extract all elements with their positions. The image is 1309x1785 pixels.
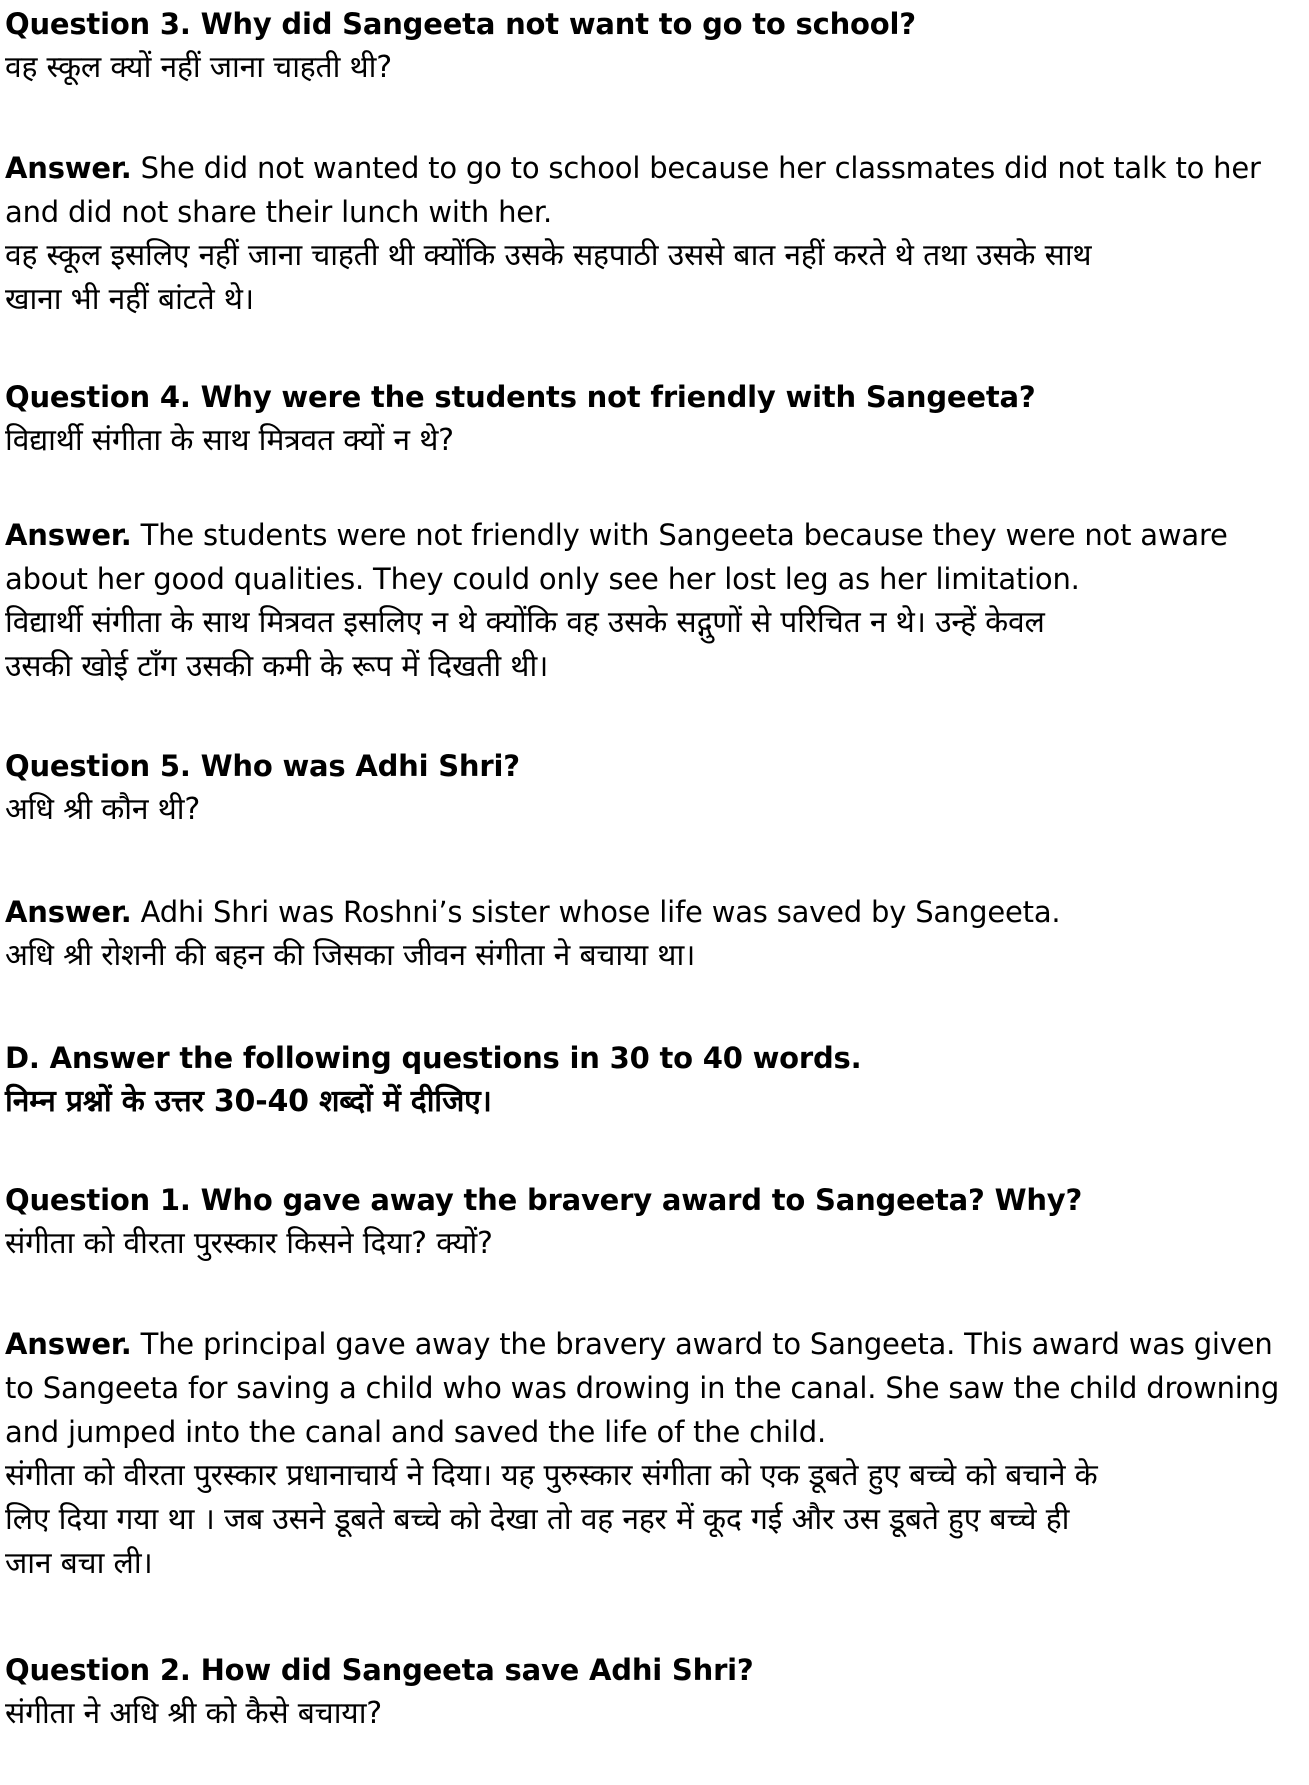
question-english: Question 5. Who was Adhi Shri? xyxy=(5,749,520,783)
question-hindi: वह स्कूल क्यों नहीं जाना चाहती थी? xyxy=(5,50,392,85)
answer-block xyxy=(5,1322,1279,1586)
section-heading-english: D. Answer the following questions in 30 to 40 words. xyxy=(5,1041,862,1075)
answer-english-line xyxy=(5,1322,1279,1366)
question-hindi: अधि श्री कौन थी? xyxy=(5,792,201,827)
answer-english-line xyxy=(5,146,1261,190)
answer-text: She did not wanted to go to school because her classmates did not talk to her xyxy=(131,151,1261,185)
question-block xyxy=(5,1648,754,1736)
answer-text: The principal gave away the bravery award to Sangeeta. This award was given xyxy=(131,1327,1273,1361)
answer-hindi-line: अधि श्री रोशनी की बहन की जिसका जीवन संगीता ने बचाया था। xyxy=(5,938,696,973)
answer-hindi-line: खाना भी नहीं बांटते थे। xyxy=(5,282,254,317)
section-heading-block xyxy=(5,1036,861,1124)
answer-hindi-line: विद्यार्थी संगीता के साथ मित्रवत इसलिए न थे क्योंकि वह उसके सद्गुणों से परिचित न थे। उन्हें केवल xyxy=(5,605,1045,640)
question-english: Question 2. How did Sangeeta save Adhi Shri? xyxy=(5,1653,754,1687)
answer-english-line: about her good qualities. They could only see her lost leg as her limitation. xyxy=(5,562,1080,596)
answer-block xyxy=(5,513,1228,689)
answer-english-line: to Sangeeta for saving a child who was drowing in the canal. She saw the child drowning xyxy=(5,1371,1280,1405)
question-english: Question 1. Who gave away the bravery award to Sangeeta? Why? xyxy=(5,1183,1083,1217)
section-heading-hindi: निम्न प्रश्नों के उत्तर 30-40 शब्दों में दीजिए। xyxy=(5,1084,492,1119)
question-english: Question 3. Why did Sangeeta not want to go to school? xyxy=(5,7,916,41)
question-hindi: विद्यार्थी संगीता के साथ मित्रवत क्यों न थे? xyxy=(5,423,454,458)
answer-english-line: and jumped into the canal and saved the life of the child. xyxy=(5,1415,826,1449)
answer-label: Answer. xyxy=(5,518,132,552)
answer-hindi-line: लिए दिया गया था । जब उसने डूबते बच्चे को देखा तो वह नहर में कूद गई और उस डूबते हुए बच्चे ही xyxy=(5,1502,1070,1537)
answer-text: Adhi Shri was Roshni’s sister whose life was saved by Sangeeta. xyxy=(131,895,1061,929)
question-hindi: संगीता ने अधि श्री को कैसे बचाया? xyxy=(5,1696,382,1731)
answer-english-line xyxy=(5,513,1228,557)
answer-hindi-line: जान बचा ली। xyxy=(5,1546,153,1581)
answer-label: Answer. xyxy=(5,895,132,929)
answer-hindi-line: उसकी खोई टाँग उसकी कमी के रूप में दिखती थी। xyxy=(5,649,549,684)
question-block xyxy=(5,375,1035,463)
answer-block xyxy=(5,146,1261,322)
answer-english-line xyxy=(5,890,1060,934)
question-block xyxy=(5,744,520,832)
question-english: Question 4. Why were the students not friendly with Sangeeta? xyxy=(5,380,1036,414)
answer-english-line: and did not share their lunch with her. xyxy=(5,195,552,229)
answer-hindi-line: वह स्कूल इसलिए नहीं जाना चाहती थी क्योंकि उसके सहपाठी उससे बात नहीं करते थे तथा उसके साथ xyxy=(5,238,1092,273)
answer-text: The students were not friendly with Sangeeta because they were not aware xyxy=(131,518,1228,552)
answer-hindi-line: संगीता को वीरता पुरस्कार प्रधानाचार्य ने दिया। यह पुरुस्कार संगीता को एक डूबते हुए बच्चे को बचाने के xyxy=(5,1458,1098,1493)
answer-label: Answer. xyxy=(5,1327,132,1361)
answer-label: Answer. xyxy=(5,151,132,185)
question-block xyxy=(5,1178,1082,1266)
question-hindi: संगीता को वीरता पुरस्कार किसने दिया? क्यों? xyxy=(5,1226,493,1261)
answer-block xyxy=(5,890,1060,978)
question-block xyxy=(5,2,916,90)
